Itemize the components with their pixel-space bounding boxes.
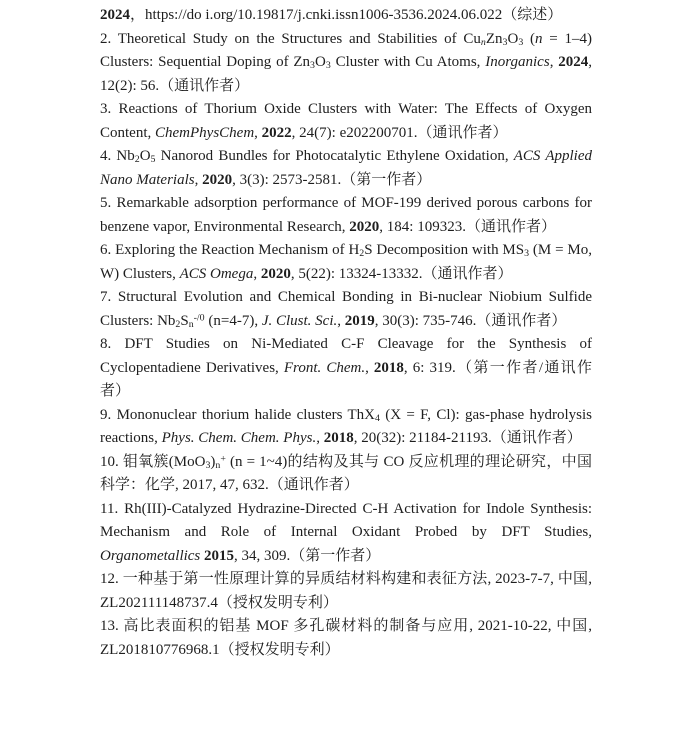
text-segment: ) <box>210 453 216 470</box>
publication-item <box>100 28 592 99</box>
text-segment: , 24(7): e202200701.（通讯作者） <box>291 124 508 141</box>
text-segment: 2 <box>134 153 140 165</box>
publication-item <box>100 286 592 333</box>
text-segment: ACS Omega <box>179 265 254 282</box>
text-segment: Inorganics <box>485 54 550 70</box>
text-segment: 2018 <box>373 359 404 376</box>
text-segment: 2019 <box>344 312 375 329</box>
text-segment: Organometallics <box>100 547 201 564</box>
publication-item <box>100 239 592 286</box>
publication-item <box>100 333 592 404</box>
text-segment: S Decomposition with MS <box>364 242 525 258</box>
text-segment: , 184: 109323.（通讯作者） <box>379 218 556 235</box>
publication-item <box>100 404 592 451</box>
text-segment: ChemPhysChem <box>155 124 255 141</box>
text-segment: , 30(3): 735-746.（通讯作者） <box>374 312 567 329</box>
text-segment: 2. Theoretical Study on the Structures and Stabilities of Cu <box>100 30 481 47</box>
text-segment: 2015 <box>204 547 235 564</box>
text-segment: , 5(22): 13324-13332.（通讯作者） <box>290 265 513 282</box>
text-segment: , <box>316 430 324 446</box>
text-segment: 2024 <box>558 54 589 70</box>
text-segment: Cluster with Cu Atoms, <box>330 54 486 70</box>
text-segment: 2024 <box>100 7 130 23</box>
text-segment: 2 <box>359 247 365 259</box>
text-segment: n <box>215 459 221 471</box>
publication-item <box>100 98 592 145</box>
text-segment: 3. Reactions of Thorium Oxide Clusters with Water: The Effects of Oxygen Content, <box>100 101 592 141</box>
text-segment: (n = 1~4)的结构及其与 CO 反应机理的理论研究，中国科学：化学, 2017, 47, 632.（通讯作者） <box>100 453 593 493</box>
text-segment: n <box>535 30 543 47</box>
text-segment: 2020 <box>202 171 233 188</box>
text-segment: ACS Applied Nano Materials <box>100 148 592 188</box>
text-segment: 3 <box>205 459 211 471</box>
text-segment: 12. 一种基于第一性原理计算的异质结材料构建和表征方法, 2023-7-7, 中国, ZL202111148737.4（授权发明专利） <box>100 571 592 611</box>
text-segment: Nanorod Bundles for Photocatalytic Ethylene Oxidation, <box>155 148 514 164</box>
text-segment: Front. Chem. <box>283 359 366 376</box>
publication-item <box>100 568 592 615</box>
text-segment: 6. Exploring the Reaction Mechanism of H <box>100 242 360 258</box>
text-segment: 3 <box>325 59 331 71</box>
text-segment: O <box>507 30 519 47</box>
text-segment: , <box>253 265 261 282</box>
publication-item <box>100 192 592 239</box>
text-segment: 4 <box>375 412 380 424</box>
text-segment: 3 <box>502 36 508 48</box>
text-segment: 5. Remarkable adsorption performance of MOF-199 derived porous carbons for benzene vapor, Environmental Research, <box>100 195 592 235</box>
text-segment: O <box>314 54 326 70</box>
publication-item <box>100 145 592 192</box>
text-segment: 7. Structural Evolution and Chemical Bonding in Bi-nuclear Niobium Sulfide Clusters: Nb <box>100 289 592 329</box>
text-segment: + <box>220 453 226 465</box>
text-segment: , <box>549 54 559 70</box>
text-segment: (M = Mo, W) Clusters, <box>100 242 592 282</box>
text-segment: 2022 <box>261 124 292 141</box>
text-segment: 10. 钼氧簇(MoO <box>100 453 206 470</box>
text-segment: S <box>180 312 189 329</box>
text-segment: 2020 <box>260 265 291 282</box>
text-segment: 3 <box>518 36 524 48</box>
text-segment: (n=4-7), <box>204 312 262 329</box>
text-segment: n <box>188 318 194 330</box>
text-segment: , <box>254 124 262 141</box>
text-segment: = 1–4) Clusters: Sequential Doping of Zn <box>100 30 592 70</box>
publication-item <box>100 451 592 498</box>
text-segment: 8. DFT Studies on Ni-Mediated C-F Cleavage for the Synthesis of Cyclopentadiene Derivatives, <box>100 336 592 376</box>
text-segment: Zn <box>485 30 503 47</box>
text-segment: O <box>139 148 151 164</box>
text-segment: 9. Mononuclear thorium halide clusters ThX <box>100 406 375 423</box>
text-segment: , <box>194 171 203 188</box>
publication-list <box>100 4 592 662</box>
text-segment: 2020 <box>349 218 380 235</box>
text-segment: 11. Rh(III)-Catalyzed Hydrazine-Directed C-H Activation for Indole Synthesis: Mechanism and Role of Internal Oxidant Probed by DFT Studies, <box>100 500 592 540</box>
text-segment: 13. 高比表面积的铝基 MOF 多孔碳材料的制备与应用, 2021-10-22, 中国, ZL201810776968.1（授权发明专利） <box>100 618 592 658</box>
text-segment: , 6: 319.（第一作者/通讯作者） <box>100 359 593 399</box>
text-segment: Phys. Chem. Chem. Phys. <box>161 430 317 446</box>
text-segment: 4. Nb <box>100 148 135 164</box>
text-segment: ( <box>523 30 536 47</box>
publication-item <box>100 4 592 28</box>
publication-item <box>100 498 592 569</box>
text-segment: 3 <box>310 59 315 71</box>
text-segment: , <box>365 359 374 376</box>
text-segment: , 20(32): 21184-21193.（通讯作者） <box>353 430 582 446</box>
publication-item <box>100 615 592 662</box>
text-segment: (X = F, Cl): gas-phase hydrolysis reactions, <box>100 406 592 446</box>
text-segment: ，https://do i.org/10.19817/j.cnki.issn1006-3536.2024.06.022（综述） <box>130 7 563 23</box>
text-segment: -/0 <box>193 312 205 324</box>
text-segment: 2 <box>175 318 181 330</box>
text-segment: 3 <box>524 247 530 259</box>
text-segment: , 34, 309.（第一作者） <box>234 547 381 564</box>
text-segment: n <box>480 36 486 48</box>
text-segment: 2018 <box>323 430 354 446</box>
text-segment: , 12(2): 56.（通讯作者） <box>100 54 592 94</box>
text-segment: J. Clust. Sci. <box>261 312 338 329</box>
text-segment: , <box>337 312 345 329</box>
text-segment: 5 <box>150 153 156 165</box>
text-segment: , 3(3): 2573-2581.（第一作者） <box>232 171 432 188</box>
